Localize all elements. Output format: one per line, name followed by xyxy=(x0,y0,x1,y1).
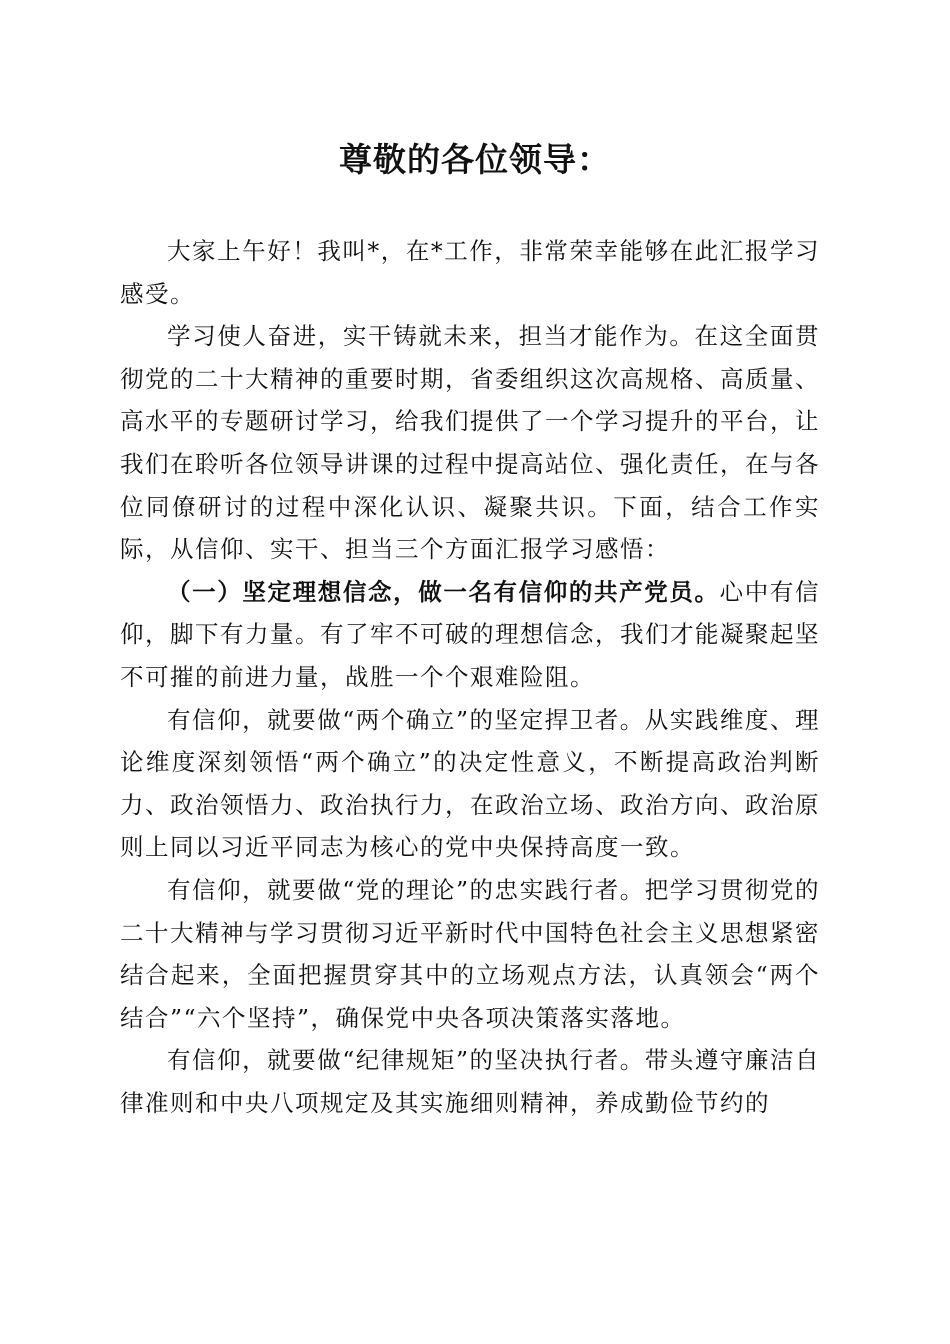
section-heading: （一）坚定理想信念，做一名有信仰的共产党员。 xyxy=(167,577,720,606)
paragraph-text: 学习使人奋进，实干铸就未来，担当才能作为。在这全面贯彻党的二十大精神的重要时期，省委组织这次高规格、高质量、高水平的专题研讨学习，给我们提供了一个学习提升的平台，让我们在聆听各位领导讲课的过程中提高站位、强化责任，在与各位同僚研讨的过程中深化认识、凝聚共识。下面，结合工作实际，从信仰、实干、担当三个方面汇报学习感悟： xyxy=(120,322,820,564)
paragraph-text: 有信仰，就要做“党的理论”的忠实践行者。把学习贯彻党的二十大精神与学习贯彻习近平新时代中国特色社会主义思想紧密结合起来，全面把握贯穿其中的立场观点方法，认真领会“两个结合”“六个坚持”，确保党中央各项决策落实落地。 xyxy=(120,875,820,1032)
paragraph-text: 大家上午好！我叫*，在*工作，非常荣幸能够在此汇报学习感受。 xyxy=(120,237,820,308)
document-title: 尊敬的各位领导： xyxy=(339,140,611,179)
paragraph-text: 有信仰，就要做“两个确立”的坚定捍卫者。从实践维度、理论维度深刻领悟“两个确立”的决定性意义，不断提高政治判断力、政治领悟力、政治执行力，在政治立场、政治方向、政治原则上同以习近平同志为核心的党中央保持高度一致。 xyxy=(120,705,820,862)
document-body xyxy=(120,230,820,1124)
paragraph-greeting xyxy=(120,230,820,315)
paragraph-discipline xyxy=(120,1039,820,1124)
paragraph-two-establishments xyxy=(120,699,820,869)
paragraph-section-one xyxy=(120,571,820,699)
paragraph-introduction xyxy=(120,315,820,571)
paragraph-party-theory xyxy=(120,869,820,1039)
paragraph-text: 心中有信仰，脚下有力量。有了牢不可破的理想信念，我们才能凝聚起坚不可摧的前进力量，战胜一个个艰难险阻。 xyxy=(120,577,821,691)
paragraph-text: 有信仰，就要做“纪律规矩”的坚决执行者。带头遵守廉洁自律准则和中央八项规定及其实施细则精神，养成勤俭节约的 xyxy=(120,1046,820,1117)
